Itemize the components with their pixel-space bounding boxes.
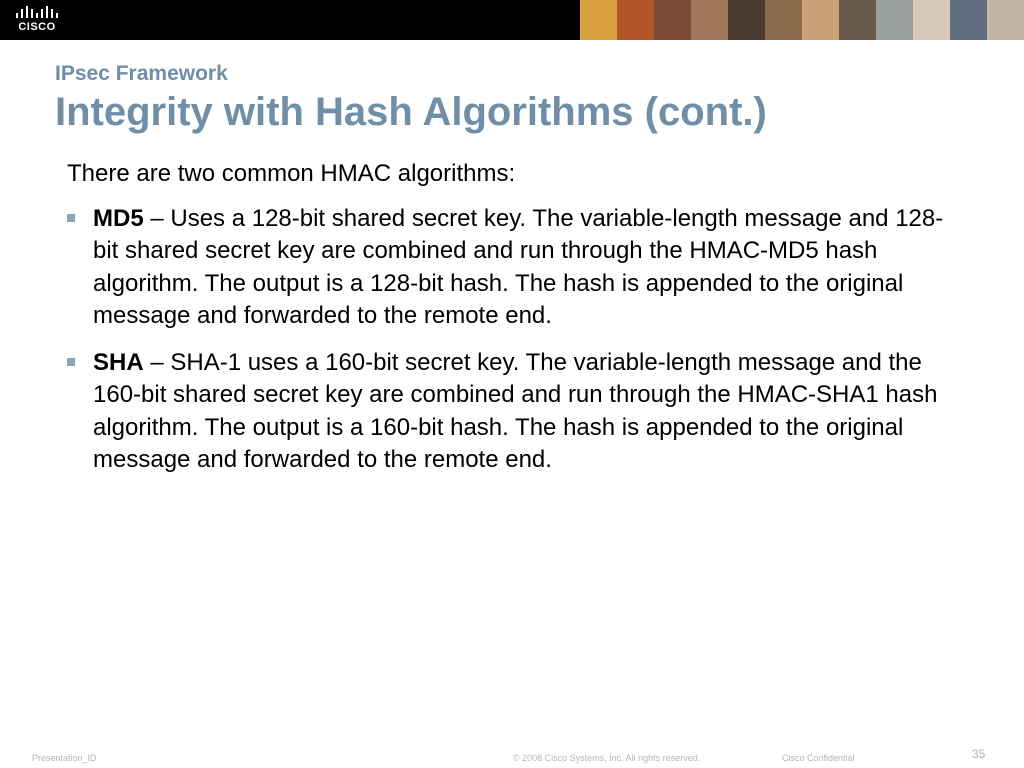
slide-body: [67, 158, 967, 491]
photo-tile: [950, 0, 987, 40]
square-bullet-icon: [67, 358, 75, 366]
bullet-text: – Uses a 128-bit shared secret key. The variable-length message and 128-bit shared secret key are combined and run through the HMAC-MD5 hash algorithm. The output is a 128-bit hash. The hash is appended to the original message and forwarded to the remote end.: [93, 204, 944, 329]
bullet-md5: [67, 203, 967, 333]
cisco-bars-icon: [14, 4, 60, 20]
copyright-text: © 2008 Cisco Systems, Inc. All rights reserved.: [513, 753, 701, 763]
photo-tile: [987, 0, 1024, 40]
photo-tile: [839, 0, 876, 40]
photo-tile: [617, 0, 654, 40]
bullet-term: MD5: [93, 204, 144, 232]
intro-text: There are two common HMAC algorithms:: [67, 160, 516, 187]
photo-tile: [765, 0, 802, 40]
square-bullet-icon: [67, 214, 75, 222]
photo-tile: [913, 0, 950, 40]
logo-text: CISCO: [18, 21, 56, 33]
photo-tile: [691, 0, 728, 40]
presentation-id: Presentation_ID: [32, 753, 97, 763]
slide-subtitle: IPsec Framework: [55, 62, 228, 85]
photo-tile: [728, 0, 765, 40]
header-bar: [0, 0, 1024, 40]
bullet-sha: [67, 347, 967, 477]
slide-title: Integrity with Hash Algorithms (cont.): [55, 90, 767, 134]
photo-tile: [876, 0, 913, 40]
photo-tile: [580, 0, 617, 40]
bullet-text: – SHA-1 uses a 160-bit secret key. The variable-length message and the 160-bit shared secret key are combined and run through the HMAC-SHA1 hash algorithm. The output is a 160-bit hash. The hash is appended to the original message and forwarded to the remote end.: [93, 348, 938, 473]
cisco-logo: [14, 4, 60, 34]
photo-strip: [580, 0, 1024, 40]
confidential-label: Cisco Confidential: [782, 753, 855, 763]
page-number: 35: [972, 747, 986, 761]
bullet-term: SHA: [93, 348, 144, 376]
photo-tile: [802, 0, 839, 40]
photo-tile: [654, 0, 691, 40]
